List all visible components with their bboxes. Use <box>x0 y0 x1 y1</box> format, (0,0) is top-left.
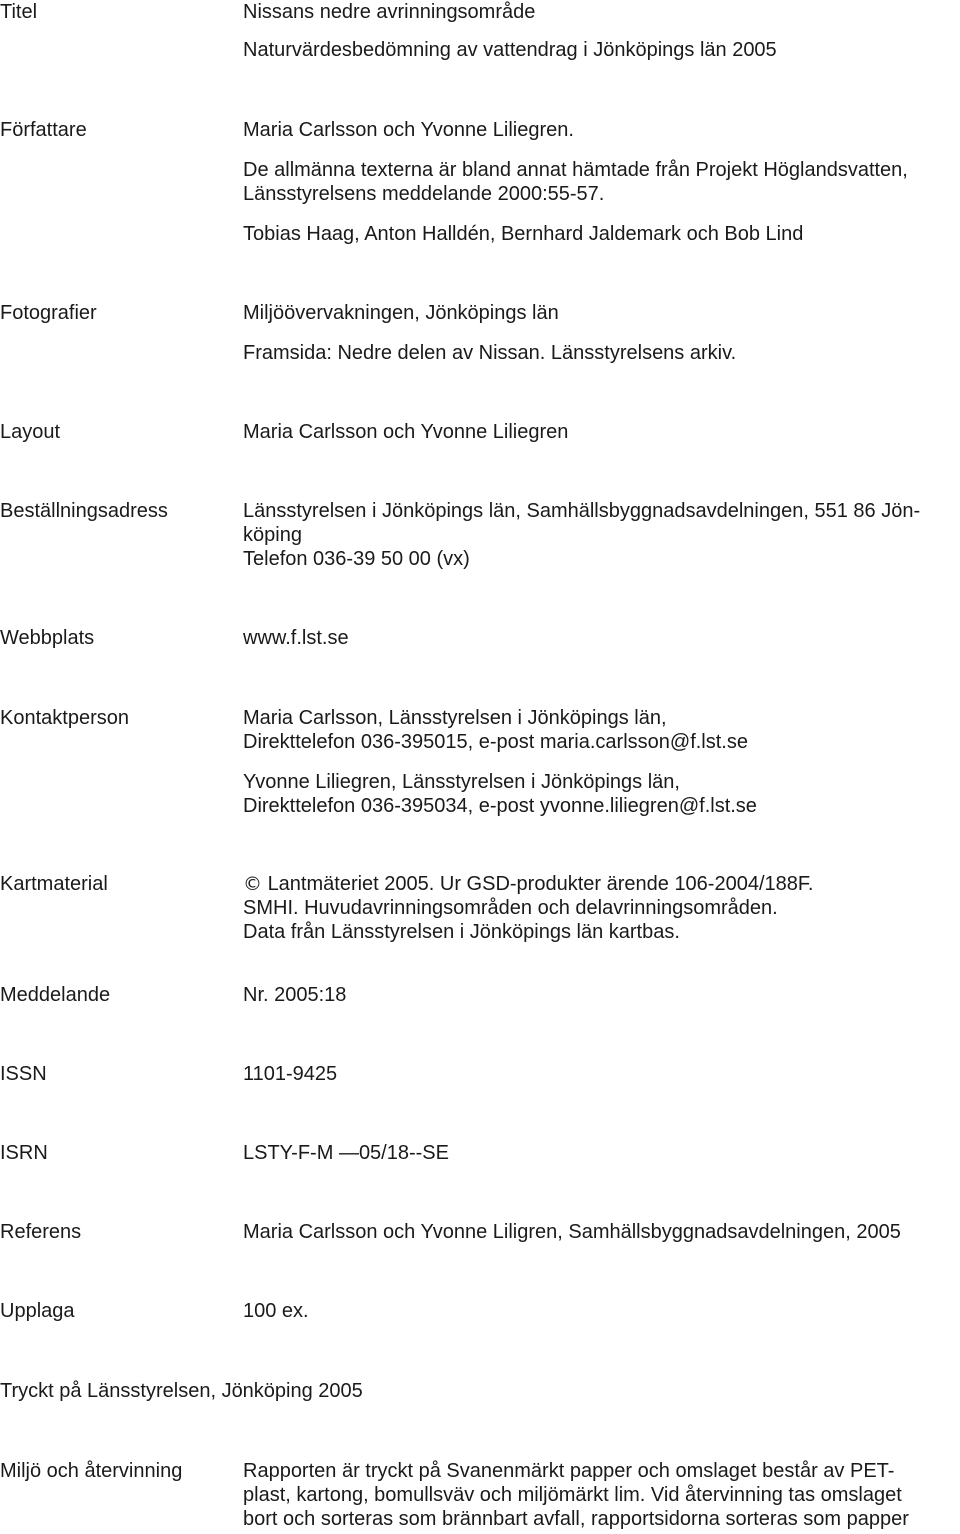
map-source-line: SMHI. Huvudavrinningsområden och delavrinningsområden. <box>243 897 778 919</box>
printed-note: Tryckt på Länsstyrelsen, Jönköping 2005 <box>0 1380 363 1402</box>
label-referens: Referens <box>0 1221 82 1243</box>
meddelande-value: Nr. 2005:18 <box>243 984 347 1006</box>
order-phone-line: Telefon 036-39 50 00 (vx) <box>243 548 470 570</box>
label-kartmaterial: Kartmaterial <box>0 873 108 895</box>
order-address-line: Länsstyrelsen i Jönköpings län, Samhällsbyggnadsavdelningen, 551 86 Jön- <box>243 500 921 522</box>
contact-line: Maria Carlsson, Länsstyrelsen i Jönköpings län, <box>243 707 667 729</box>
environment-line: Rapporten är tryckt på Svanenmärkt papper och omslaget består av PET- <box>243 1460 895 1482</box>
label-titel: Titel <box>0 1 38 23</box>
photo-cover-line: Framsida: Nedre delen av Nissan. Länsstyrelsens arkiv. <box>243 342 737 364</box>
upplaga-value: 100 ex. <box>243 1300 309 1322</box>
author-source-line: De allmänna texterna är bland annat hämtade från Projekt Höglandsvatten, <box>243 159 908 181</box>
map-source-line: Data från Länsstyrelsen i Jönköpings län kartbas. <box>243 921 680 943</box>
order-address-line: köping <box>243 524 302 546</box>
label-webbplats: Webbplats <box>0 627 95 649</box>
contact-line: Direkttelefon 036-395034, e-post yvonne.liliegren@f.lst.se <box>243 795 757 817</box>
environment-line: bort och sorteras som brännbart avfall, rapportsidorna sorteras som papper <box>243 1508 909 1530</box>
label-kontaktperson: Kontaktperson <box>0 707 129 729</box>
map-source-text: Lantmäteriet 2005. Ur GSD-produkter ärende 106-2004/188F. <box>267 873 814 895</box>
author-line: Maria Carlsson och Yvonne Liliegren. <box>243 119 574 141</box>
label-upplaga: Upplaga <box>0 1300 75 1322</box>
copyright-icon: © <box>243 873 262 895</box>
photo-credit-line: Miljöövervakningen, Jönköpings län <box>243 302 559 324</box>
contact-line: Direkttelefon 036-395015, e-post maria.carlsson@f.lst.se <box>243 731 748 753</box>
label-issn: ISSN <box>0 1063 47 1085</box>
label-miljo: Miljö och återvinning <box>0 1460 183 1482</box>
contact-line: Yvonne Liliegren, Länsstyrelsen i Jönköpings län, <box>243 771 680 793</box>
label-bestallningsadress: Beställningsadress <box>0 500 168 522</box>
isrn-value: LSTY-F-M —05/18--SE <box>243 1142 449 1164</box>
label-forfattare: Författare <box>0 119 87 141</box>
layout-value: Maria Carlsson och Yvonne Liliegren <box>243 421 569 443</box>
author-source-line: Länsstyrelsens meddelande 2000:55-57. <box>243 183 605 205</box>
website-link[interactable]: www.f.lst.se <box>243 627 349 649</box>
map-source-line <box>243 872 955 896</box>
title-line: Nissans nedre avrinningsområde <box>243 1 536 23</box>
label-fotografier: Fotografier <box>0 302 97 324</box>
referens-value: Maria Carlsson och Yvonne Liligren, Samhällsbyggnadsavdelningen, 2005 <box>243 1221 901 1243</box>
issn-value: 1101-9425 <box>243 1063 338 1085</box>
label-layout: Layout <box>0 421 61 443</box>
author-contributors-line: Tobias Haag, Anton Halldén, Bernhard Jaldemark och Bob Lind <box>243 223 804 245</box>
label-meddelande: Meddelande <box>0 984 111 1006</box>
subtitle-line: Naturvärdesbedömning av vattendrag i Jönköpings län 2005 <box>243 39 777 61</box>
environment-line: plast, kartong, bomullsväv och miljömärkt lim. Vid återvinning tas omslaget <box>243 1484 902 1506</box>
label-isrn: ISRN <box>0 1142 48 1164</box>
